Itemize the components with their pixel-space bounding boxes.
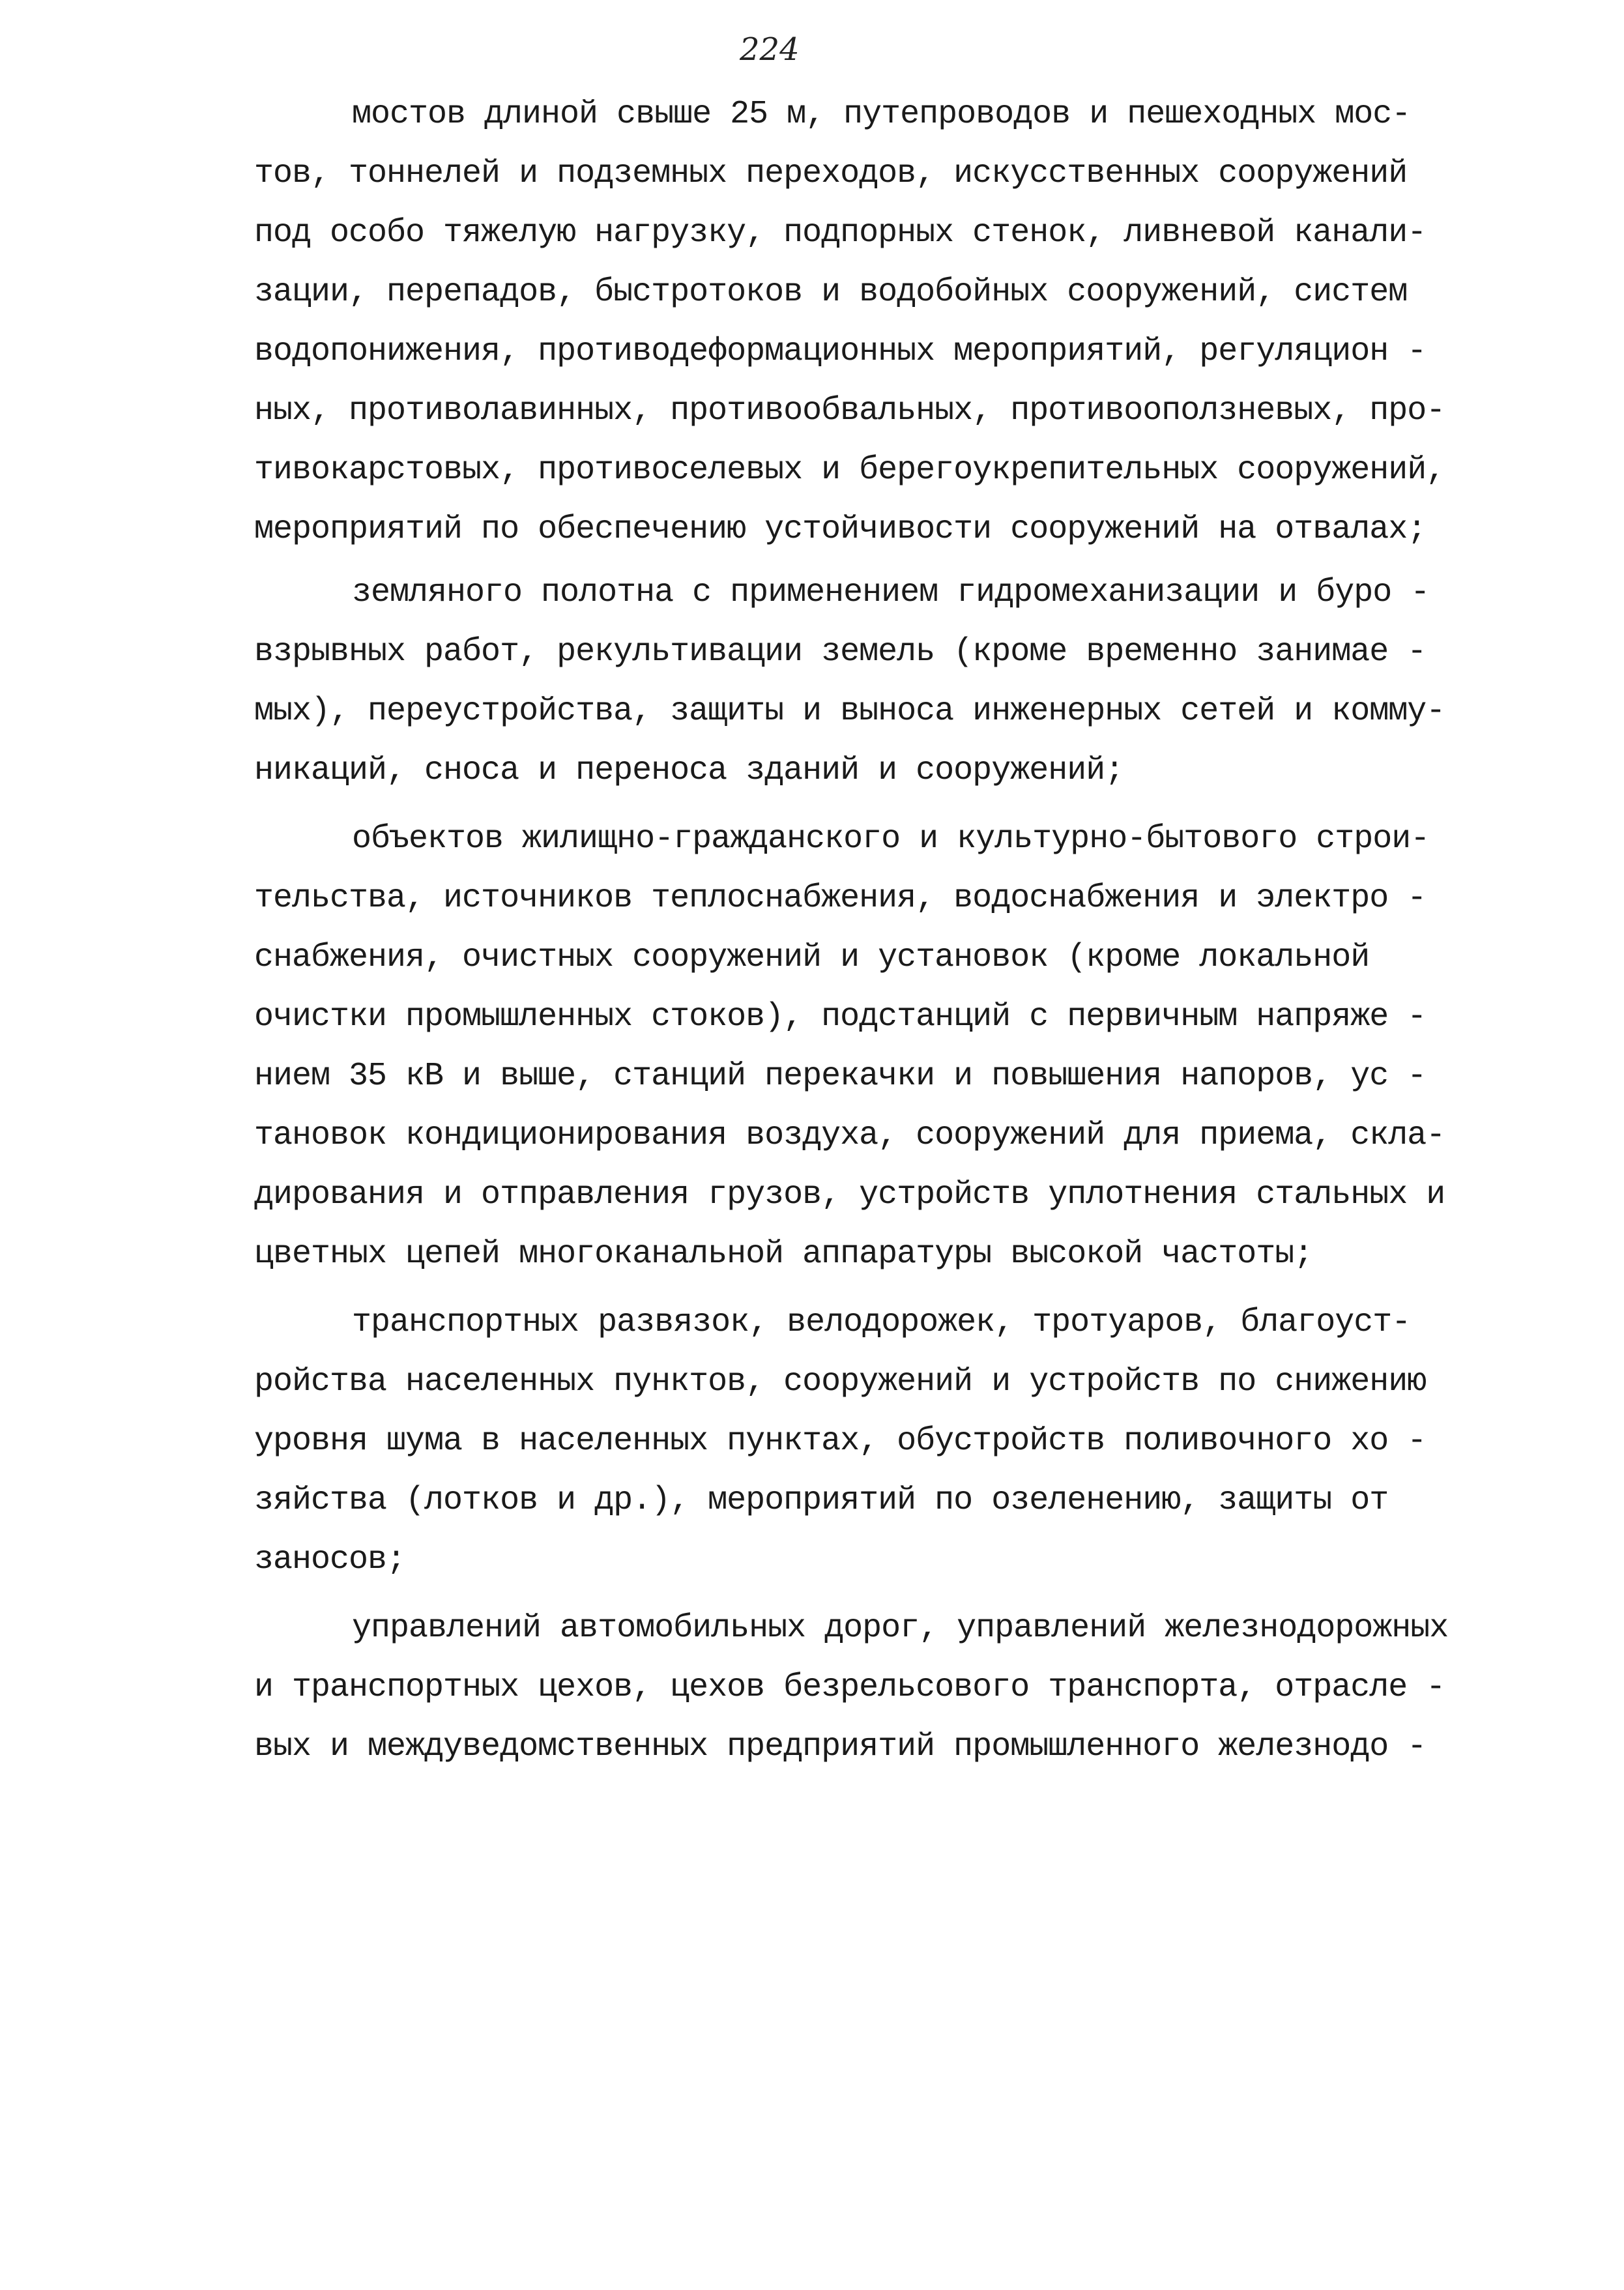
text-line: тов, тоннелей и подземных переходов, искусственных сооружений	[254, 155, 1408, 192]
text-line: мероприятий по обеспечению устойчивости сооружений на отвалах;	[254, 511, 1427, 548]
text-line: мостов длиной свыше 25 м, путепроводов и пешеходных мос-	[352, 96, 1411, 133]
text-line: ных, противолавинных, противообвальных, противооползневых, про-	[254, 392, 1445, 429]
text-line: уровня шума в населенных пунктах, обустройств поливочного хо -	[254, 1423, 1427, 1460]
text-line: транспортных развязок, велодорожек, тротуаров, благоуст-	[352, 1304, 1411, 1341]
text-line: объектов жилищно-гражданского и культурно-бытового строи-	[352, 820, 1430, 858]
text-line: под особо тяжелую нагрузку, подпорных стенок, ливневой канали-	[254, 214, 1427, 252]
text-line: тельства, источников теплоснабжения, водоснабжения и электро -	[254, 880, 1427, 917]
text-line: нием 35 кВ и выше, станций перекачки и повышения напоров, ус -	[254, 1058, 1427, 1095]
text-line: зяйства (лотков и др.), мероприятий по озеленению, защиты от	[254, 1482, 1389, 1519]
text-line: цветных цепей многоканальной аппаратуры высокой частоты;	[254, 1236, 1313, 1273]
text-line: и транспортных цехов, цехов безрельсового транспорта, отрасле -	[254, 1669, 1445, 1706]
text-line: мых), переустройства, защиты и выноса инженерных сетей и комму-	[254, 693, 1445, 730]
text-line: дирования и отправления грузов, устройств уплотнения стальных и	[254, 1176, 1445, 1213]
text-line: тивокарстовых, противоселевых и берегоукрепительных сооружений,	[254, 452, 1445, 489]
text-line: заносов;	[254, 1541, 406, 1578]
text-line: снабжения, очистных сооружений и установок (кроме локальной	[254, 939, 1370, 976]
text-line: очистки промышленных стоков), подстанций с первичным напряже -	[254, 998, 1427, 1036]
text-line: управлений автомобильных дорог, управлений железнодорожных	[352, 1610, 1449, 1647]
text-line: водопонижения, противодеформационных мероприятий, регуляцион -	[254, 333, 1427, 370]
body-text	[254, 85, 1449, 1776]
text-line: взрывных работ, рекультивации земель (кроме временно занимае -	[254, 633, 1427, 671]
text-line: земляного полотна с применением гидромеханизации и буро -	[352, 574, 1430, 611]
text-line: никаций, сноса и переноса зданий и сооружений;	[254, 752, 1124, 789]
text-line: ройства населенных пунктов, сооружений и устройств по снижению	[254, 1363, 1427, 1400]
text-line: тановок кондиционирования воздуха, сооружений для приема, скла-	[254, 1117, 1445, 1154]
page-number: 224	[740, 31, 800, 68]
text-line: вых и междуведомственных предприятий промышленного железнодо -	[254, 1728, 1427, 1765]
text-line: зации, перепадов, быстротоков и водобойных сооружений, систем	[254, 274, 1408, 311]
